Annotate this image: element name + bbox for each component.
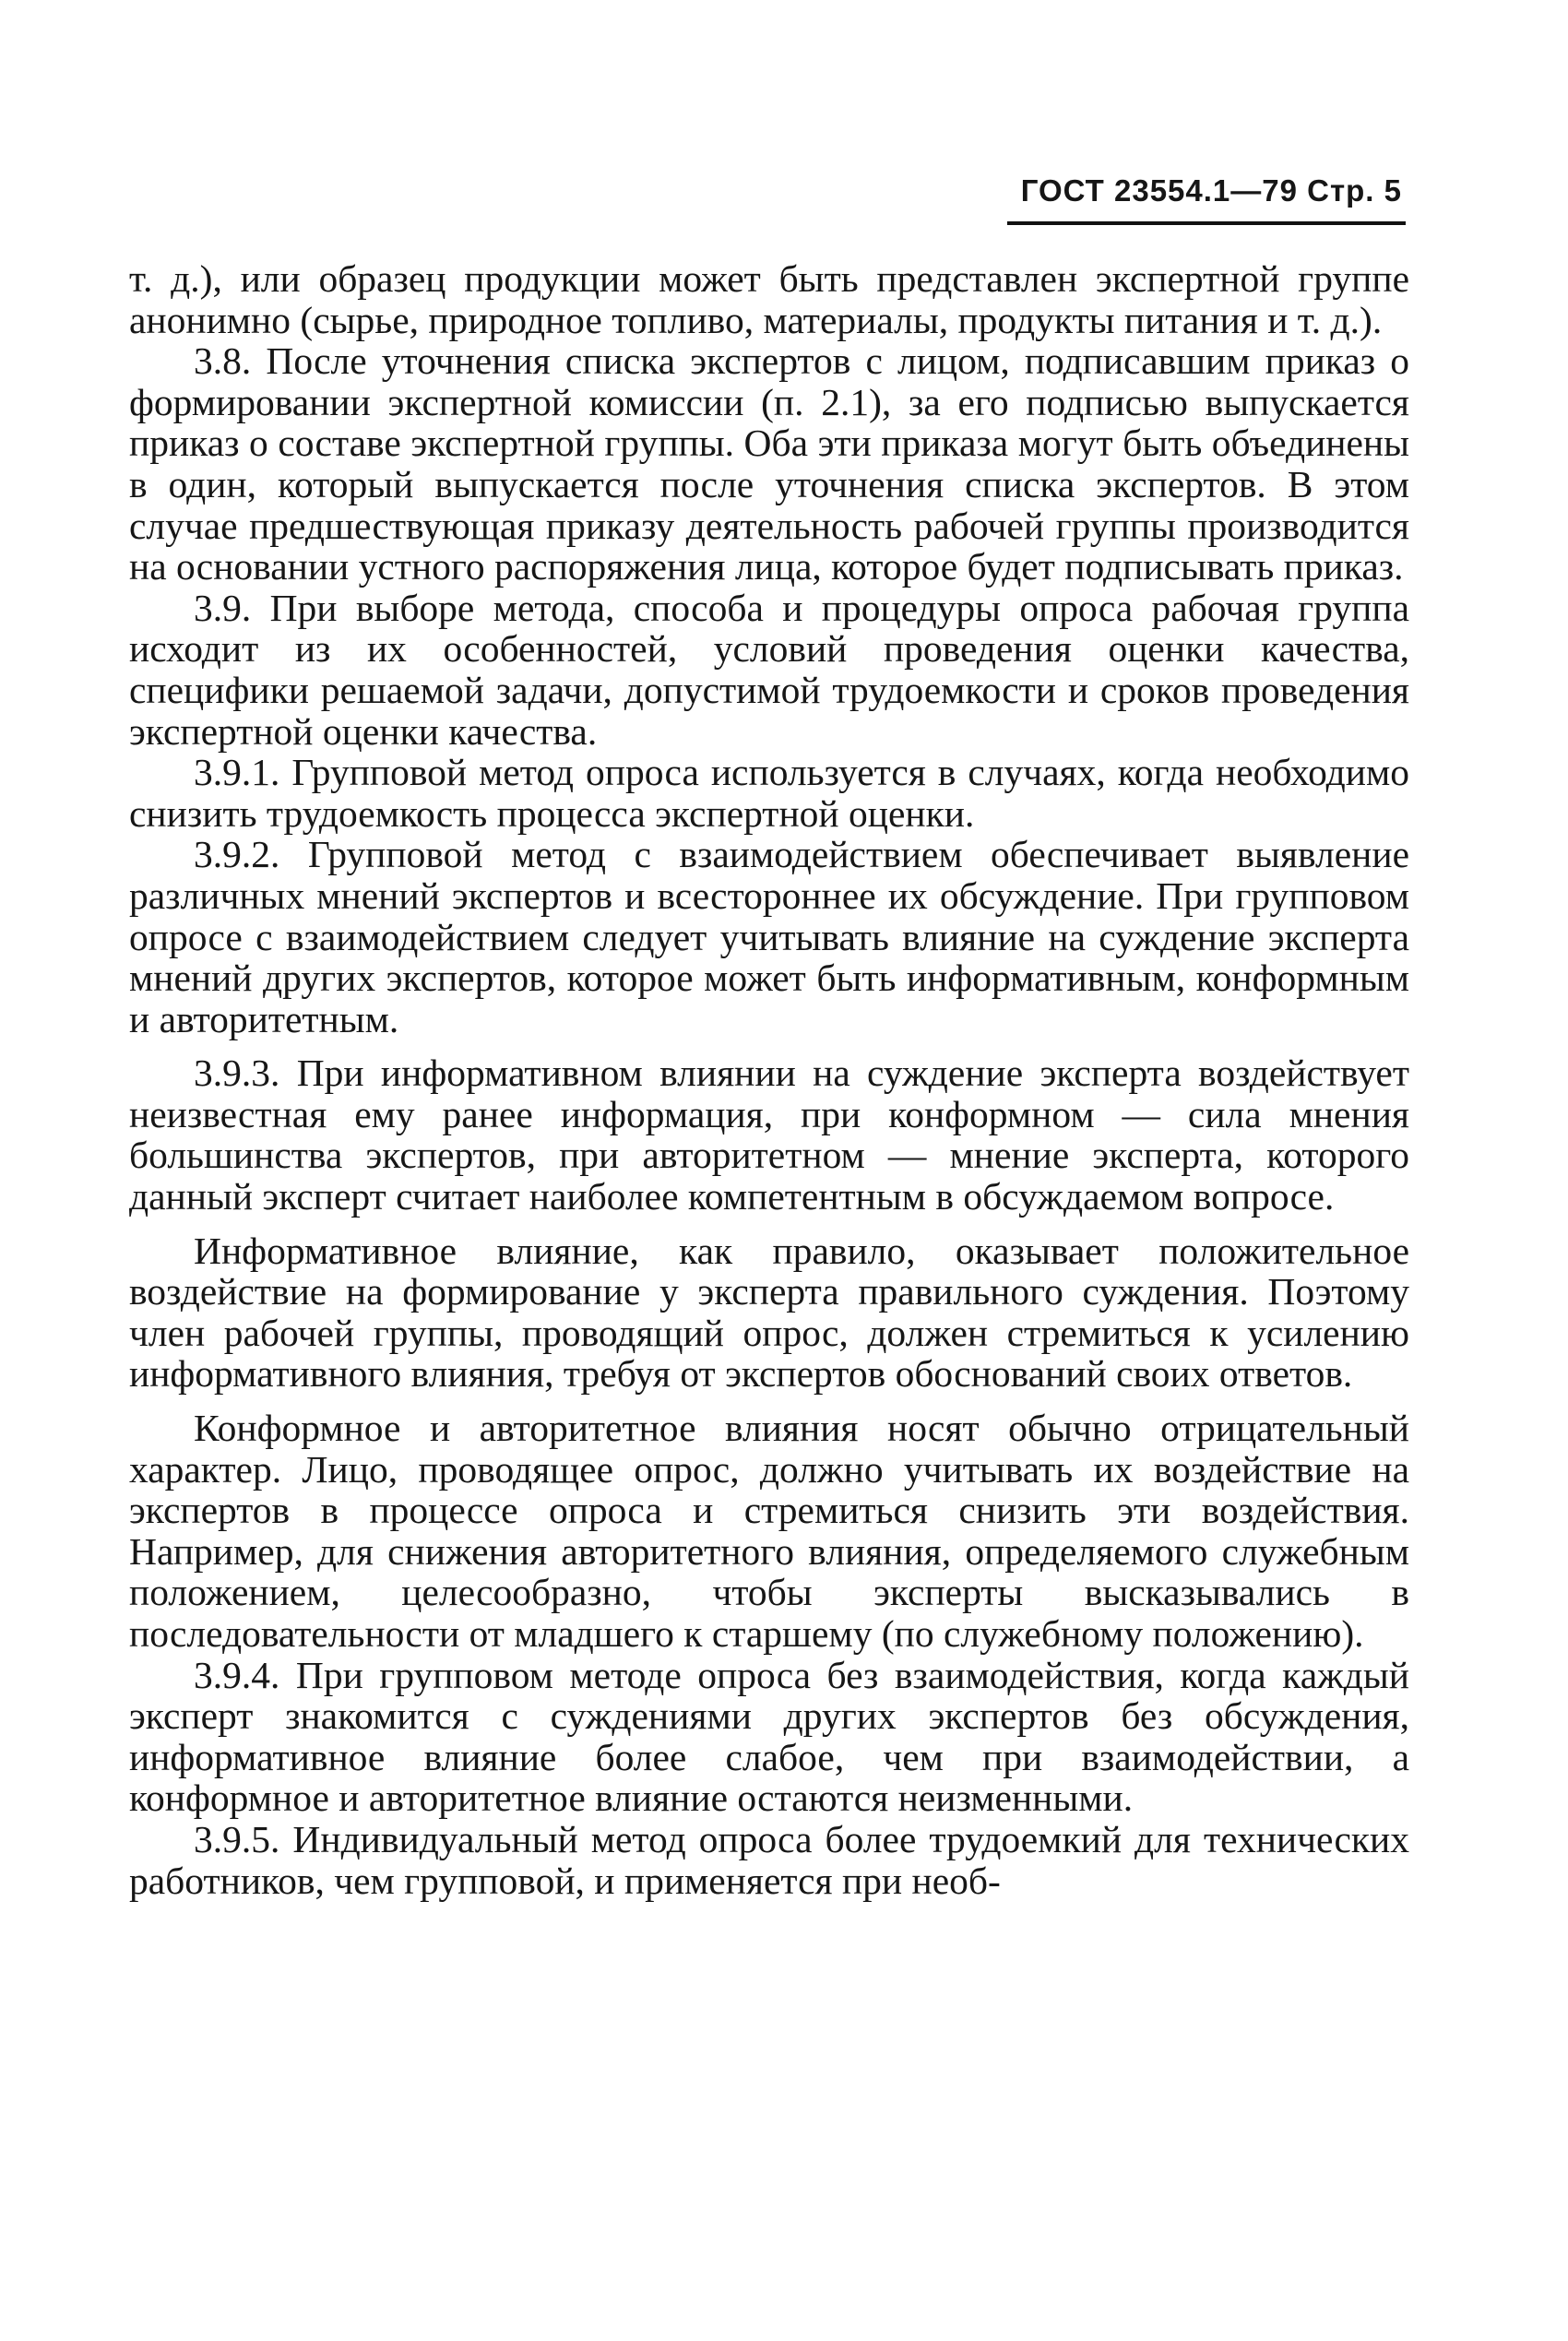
paragraph-3-8: 3.8. После уточнения списка экспертов с лицом, подписавшим приказ о формировании экспертной комиссии (п. 2.1), за его подписью выпускается приказ о составе экспертной группы. Оба эти приказа могут быть объединены в один, который выпускается после уточнения списка экспертов. В этом случае предшествующая приказу деятельность рабочей группы производится на основании устного распоряжения лица, которое будет подписывать приказ. — [129, 339, 1409, 588]
body-text — [129, 258, 1409, 1901]
header-rule — [1007, 221, 1406, 225]
page-header: ГОСТ 23554.1—79 Стр. 5 — [1020, 173, 1402, 208]
paragraph-informative-influence: Информативное влияние, как правило, оказывает положительное воздействие на формирование у эксперта правильного суждения. Поэтому член рабочей группы, проводящий опрос, должен стремиться к усилению информативного влияния, требуя от экспертов обоснований своих ответов. — [129, 1229, 1409, 1396]
paragraph-3-9-2: 3.9.2. Групповой метод с взаимодействием обеспечивает выявление различных мнений экспертов и всестороннее их обсуждение. При групповом опросе с взаимодействием следует учитывать влияние на суждение эксперта мнений других экспертов, которое может быть информативным, конформным и авторитетным. — [129, 833, 1409, 1040]
paragraph-conformal-influence: Конформное и авторитетное влияния носят обычно отрицательный характер. Лицо, проводящее опрос, должно учитывать их воздействие на экспертов в процессе опроса и стремиться снизить эти воздействия. Например, для снижения авторитетного влияния, определяемого служебным положением, целесообразно, чтобы эксперты высказывались в последовательности от младшего к старшему (по служебному положению). — [129, 1407, 1409, 1655]
paragraph-3-9-4: 3.9.4. При групповом методе опроса без взаимодействия, когда каждый эксперт знакомится с суждениями других экспертов без обсуждения, информативное влияние более слабое, чем при взаимодействии, а конформное и авторитетное влияние остаются неизменными. — [129, 1653, 1409, 1820]
paragraph-3-9: 3.9. При выборе метода, способа и процедуры опроса рабочая группа исходит из их особенностей, условий проведения оценки качества, специфики решаемой задачи, допустимой трудоемкости и сроков проведения экспертной оценки качества. — [129, 586, 1409, 753]
paragraph-3-9-1: 3.9.1. Групповой метод опроса используется в случаях, когда необходимо снизить трудоемкость процесса экспертной оценки. — [129, 751, 1409, 835]
paragraph-3-9-3: 3.9.3. При информативном влиянии на суждение эксперта воздействует неизвестная ему ранее информация, при конформном — сила мнения большинства экспертов, при авторитетном — мнение эксперта, которого данный эксперт считает наиболее компетентным в обсуждаемом вопросе. — [129, 1052, 1409, 1218]
paragraph-3-9-5: 3.9.5. Индивидуальный метод опроса более трудоемкий для технических работников, чем групповой, и применяется при необ- — [129, 1817, 1409, 1902]
paragraph-continuation: т. д.), или образец продукции может быть представлен экспертной группе анонимно (сырье, природное топливо, материалы, продукты питания и т. д.). — [129, 257, 1409, 341]
